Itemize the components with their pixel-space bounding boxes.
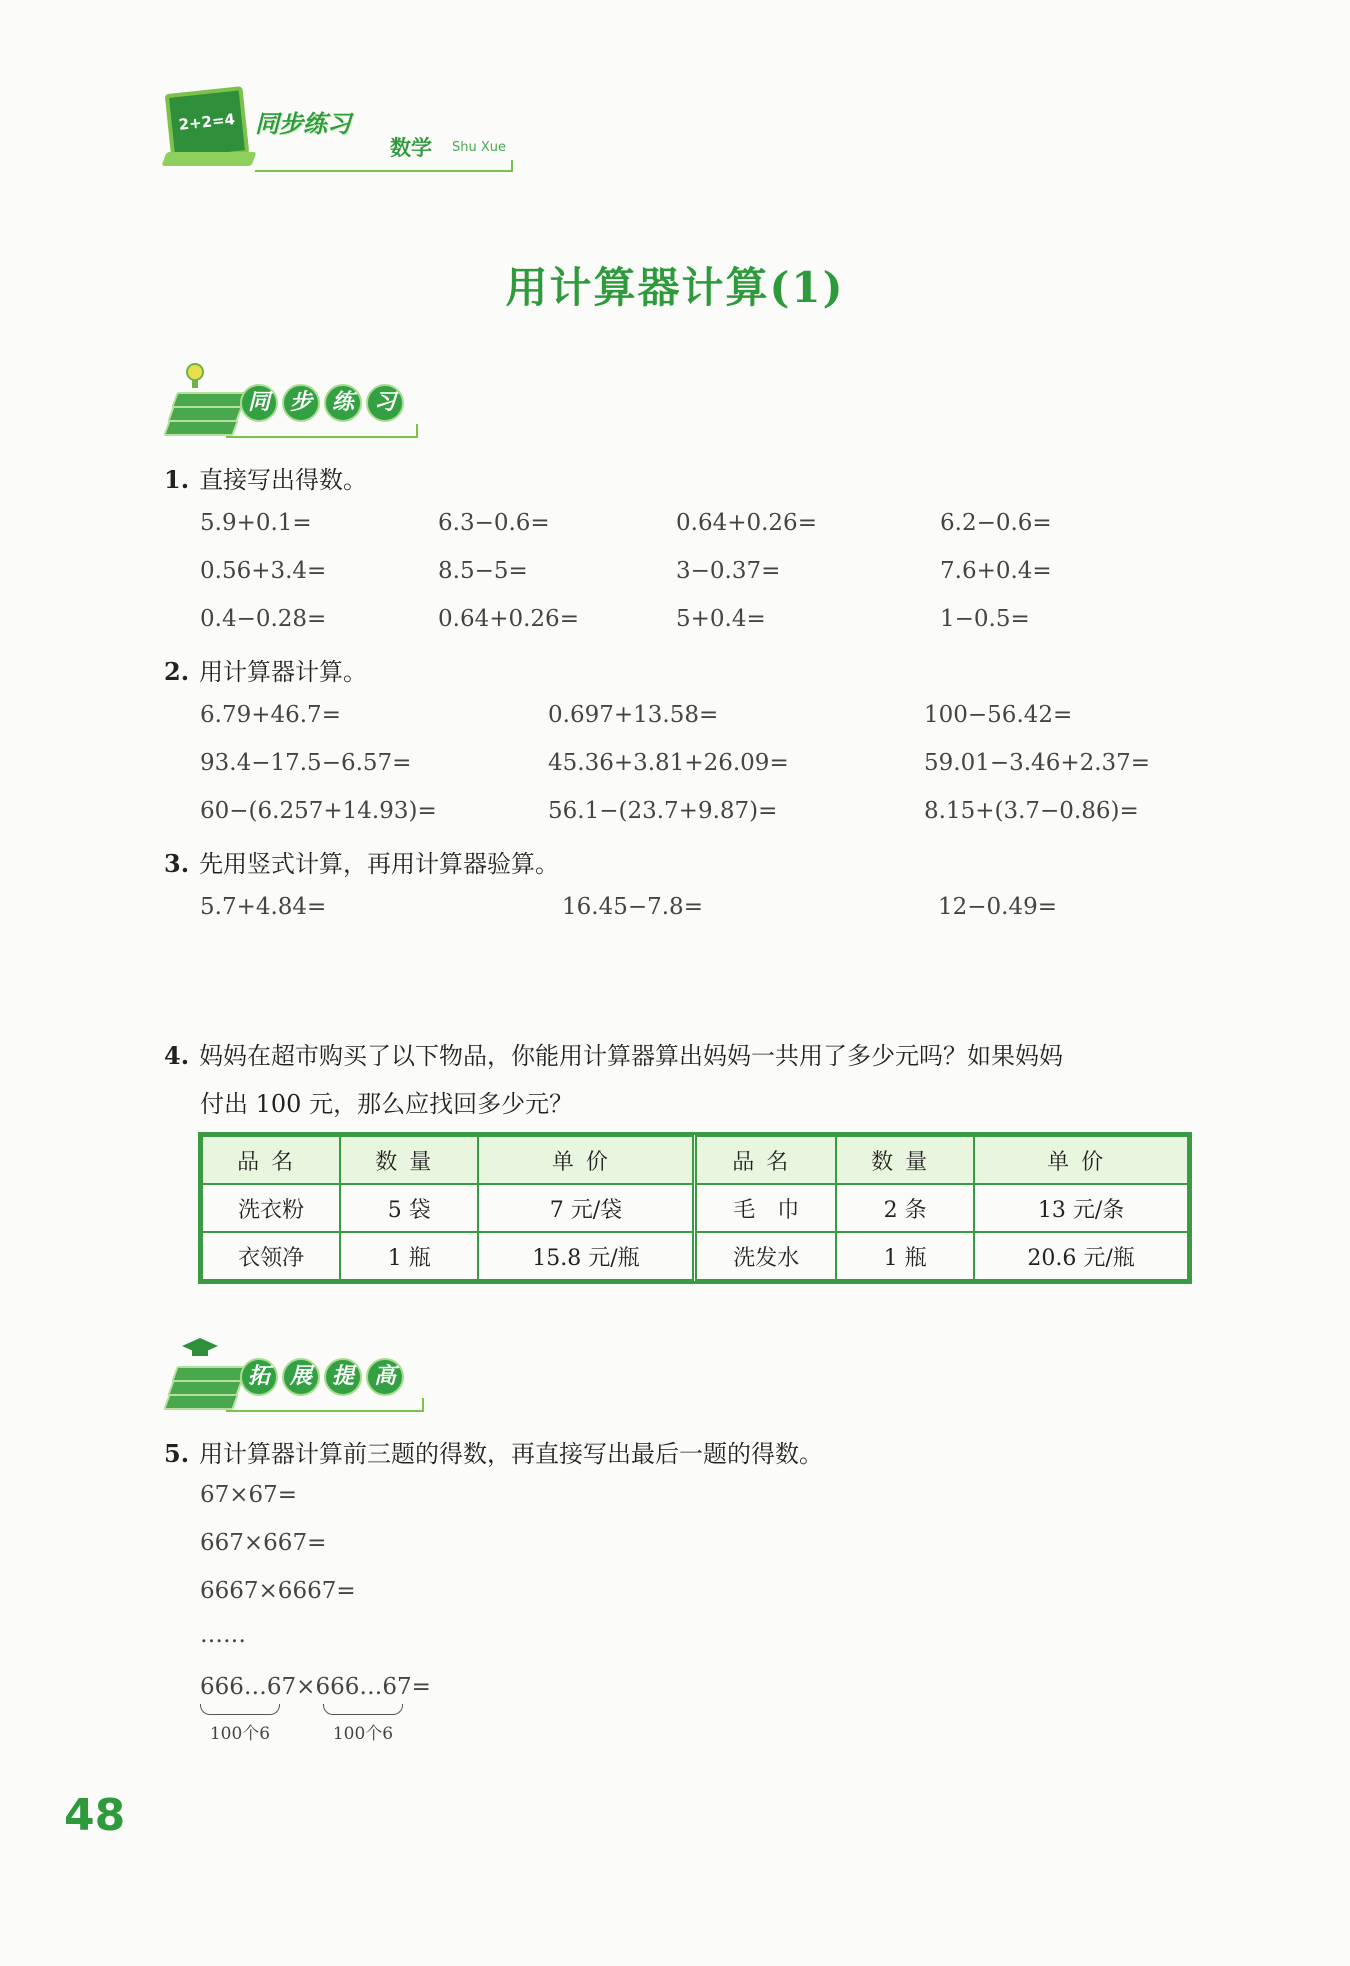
table-header-cell: 品名: [695, 1136, 836, 1184]
expr: 6.2−0.6=: [940, 510, 1052, 536]
badge-underline: [226, 1398, 424, 1412]
expr: 667×667=: [200, 1530, 327, 1556]
chalkboard-base: [161, 152, 256, 166]
header-logo: [160, 88, 520, 178]
badge-char: 展: [282, 1358, 320, 1396]
expr: 0.64+0.26=: [676, 510, 817, 536]
table-header-cell: 数量: [340, 1136, 478, 1184]
badge-chars: [240, 384, 404, 422]
table-cell: 13 元/条: [974, 1184, 1188, 1232]
expr: 45.36+3.81+26.09=: [548, 750, 789, 776]
expr-part: 666…67: [315, 1674, 412, 1700]
table-cell: 衣领净: [202, 1232, 340, 1280]
question-number: 5.: [164, 1439, 190, 1468]
expr-final: [200, 1674, 431, 1700]
expr: ……: [200, 1622, 246, 1648]
shopping-table: [198, 1132, 1192, 1284]
table-cell: 毛 巾: [695, 1184, 836, 1232]
logo-underline: [255, 160, 513, 172]
badge-char: 同: [240, 384, 278, 422]
expr: 0.697+13.58=: [548, 702, 719, 728]
times-sign: ×: [296, 1674, 316, 1700]
table-header-cell: 品名: [202, 1136, 340, 1184]
table-cell: 1 瓶: [836, 1232, 974, 1280]
expr: 60−(6.257+14.93)=: [200, 798, 437, 824]
series-title: 同步练习: [255, 110, 351, 138]
question-text: 用计算器计算。: [199, 658, 368, 686]
expr: 6667×6667=: [200, 1578, 356, 1604]
badge-char: 习: [366, 384, 404, 422]
expr: 8.15+(3.7−0.86)=: [924, 798, 1139, 824]
badge-char: 高: [366, 1358, 404, 1396]
table-cell: 1 瓶: [340, 1232, 478, 1280]
question-text: 直接写出得数。: [199, 466, 368, 494]
table-header-cell: 数量: [836, 1136, 974, 1184]
expr: 56.1−(23.7+9.87)=: [548, 798, 778, 824]
brace-label: 100个6: [209, 1724, 271, 1744]
table-row: [202, 1232, 1188, 1280]
question-4-line2: 付出 100 元，那么应找回多少元？: [200, 1090, 574, 1118]
brace-curve: [200, 1704, 280, 1715]
section-badge-extension: [162, 1340, 442, 1420]
badge-chars: [240, 1358, 404, 1396]
chalkboard-icon: [165, 86, 250, 162]
expr: 16.45−7.8=: [562, 894, 703, 920]
badge-char: 练: [324, 384, 362, 422]
expr: 59.01−3.46+2.37=: [924, 750, 1151, 776]
expr: 0.4−0.28=: [200, 606, 327, 632]
subject-label: 数学: [390, 136, 432, 160]
table-cell: 5 袋: [340, 1184, 478, 1232]
expr: 12−0.49=: [938, 894, 1058, 920]
question-number: 4.: [164, 1041, 190, 1070]
graduation-cap-icon: [180, 1336, 210, 1364]
badge-char: 提: [324, 1358, 362, 1396]
expr: 1−0.5=: [940, 606, 1030, 632]
table-cell: 20.6 元/瓶: [974, 1232, 1188, 1280]
question-1: [164, 460, 367, 495]
books-icon: [162, 1360, 234, 1410]
brace-label: 100个6: [332, 1724, 394, 1744]
table-header-row: [202, 1136, 1188, 1184]
badge-char: 拓: [240, 1358, 278, 1396]
expr: 100−56.42=: [924, 702, 1073, 728]
table-cell: 洗发水: [695, 1232, 836, 1280]
expr: 6.3−0.6=: [438, 510, 550, 536]
brace-curve: [323, 1704, 403, 1715]
expr: 6.79+46.7=: [200, 702, 341, 728]
badge-char: 步: [282, 384, 320, 422]
brace-b: [323, 1704, 403, 1744]
table-cell: 7 元/袋: [478, 1184, 695, 1232]
question-2: [164, 652, 367, 687]
question-text: 先用竖式计算，再用计算器验算。: [199, 850, 560, 878]
table-header-cell: 单价: [478, 1136, 695, 1184]
table-cell: 洗衣粉: [202, 1184, 340, 1232]
section-badge-practice: [162, 366, 432, 446]
expr: 67×67=: [200, 1482, 298, 1508]
page-title: 用计算器计算(1): [505, 263, 845, 312]
expr: 93.4−17.5−6.57=: [200, 750, 412, 776]
question-number: 2.: [164, 657, 190, 686]
expr: 5.7+4.84=: [200, 894, 327, 920]
expr: 0.64+0.26=: [438, 606, 579, 632]
table-header-cell: 单价: [974, 1136, 1188, 1184]
question-number: 3.: [164, 849, 190, 878]
subject-pinyin: Shu Xue: [452, 140, 507, 155]
brace-a: [200, 1704, 280, 1744]
table-row: [202, 1184, 1188, 1232]
question-text: 妈妈在超市购买了以下物品，你能用计算器算出妈妈一共用了多少元吗？如果妈妈: [199, 1042, 1064, 1070]
table-cell: 2 条: [836, 1184, 974, 1232]
expr: 5+0.4=: [676, 606, 766, 632]
expr: 3−0.37=: [676, 558, 781, 584]
expr: 7.6+0.4=: [940, 558, 1052, 584]
expr-part: 666…67: [200, 1674, 297, 1700]
page-number: 48: [64, 1790, 126, 1841]
question-5: [164, 1434, 823, 1469]
expr: 8.5−5=: [438, 558, 528, 584]
equals-sign: =: [411, 1674, 431, 1700]
badge-underline: [226, 424, 418, 438]
expr: 0.56+3.4=: [200, 558, 327, 584]
chalkboard-text: 2+2=4: [177, 110, 236, 134]
question-3: [164, 844, 559, 879]
globe-icon: [180, 362, 210, 390]
table-cell: 15.8 元/瓶: [478, 1232, 695, 1280]
books-icon: [162, 386, 234, 436]
question-4: [164, 1036, 1063, 1071]
question-number: 1.: [164, 465, 190, 494]
question-text: 用计算器计算前三题的得数，再直接写出最后一题的得数。: [199, 1440, 824, 1468]
expr: 5.9+0.1=: [200, 510, 312, 536]
